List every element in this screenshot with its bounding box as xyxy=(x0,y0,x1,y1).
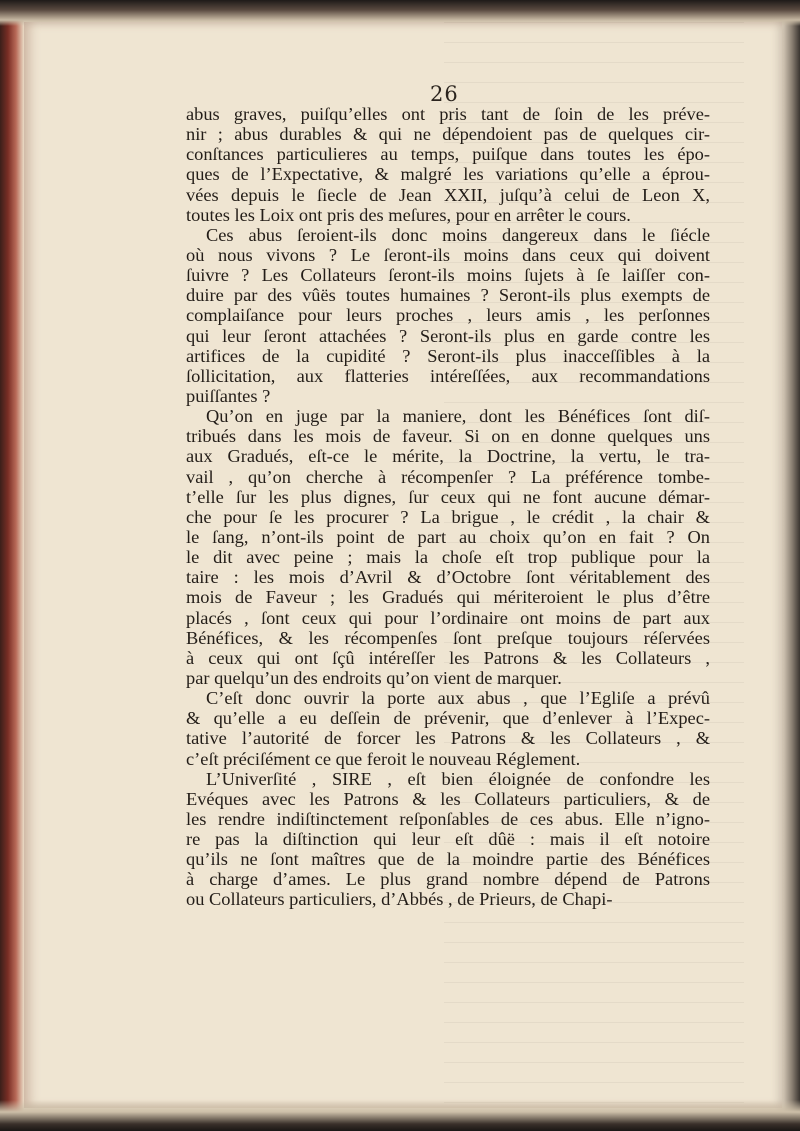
text-line: où nous vivons ? Le ſeront-ils moins dans ceux qui doivent xyxy=(186,244,710,265)
text-line: le ſang, n’ont-ils point de part au choix qu’on en fait ? On xyxy=(186,526,710,547)
text-line: aux Gradués, eſt-ce le mérite, la Doctrine, la vertu, le tra- xyxy=(186,446,710,467)
text-line: t’elle ſur les plus dignes, ſur ceux qui ne font aucune démar- xyxy=(186,486,710,507)
text-line: mois de Faveur ; les Gradués qui mériteroient le plus d’être xyxy=(186,587,710,608)
text-line: placés , ſont ceux qui pour l’ordinaire ont moins de part aux xyxy=(186,607,710,628)
text-line: tribués dans les mois de faveur. Si on en donne quelques uns xyxy=(186,426,710,447)
text-line: c’eſt préciſément ce que feroit le nouveau Réglement. xyxy=(186,748,581,769)
text-line: re pas la diſtinction qui leur eſt dûë : mais il eſt notoire xyxy=(186,829,710,850)
paragraph xyxy=(186,769,710,910)
text-line: duire par des vûës toutes humaines ? Seront-ils plus exempts de xyxy=(186,285,710,306)
text-line: conſtances particulieres au temps, puiſque dans toutes les épo- xyxy=(186,144,710,165)
paragraph xyxy=(186,406,710,688)
text-line: Bénéfices, & les récompenſes ſont preſque toujours réſervées xyxy=(186,627,710,648)
text-line: ſollicitation, aux flatteries intéreſſées, aux recommandations xyxy=(186,365,710,386)
text-line: ſuivre ? Les Collateurs ſeront-ils moins ſujets à ſe laiſſer con- xyxy=(186,265,710,286)
text-line: & qu’elle a eu deſſein de prévenir, que d’enlever à l’Expec- xyxy=(186,708,710,729)
text-line: qui leur ſeront attachées ? Seront-ils plus en garde contre les xyxy=(186,325,710,346)
paragraph xyxy=(186,104,710,225)
text-line: complaiſance pour leurs proches , leurs amis , les perſonnes xyxy=(186,305,710,326)
body-text xyxy=(186,104,710,910)
text-line: par quelqu’un des endroits qu’on vient de marquer. xyxy=(186,667,562,688)
text-line: ou Collateurs particuliers, d’Abbés , de Prieurs, de Chapi- xyxy=(186,889,613,910)
text-line: vées depuis le ſiecle de Jean XXII, juſqu’à celui de Leon X, xyxy=(186,184,710,205)
text-line: Qu’on en juge par la maniere, dont les Bénéfices ſont diſ- xyxy=(206,406,710,427)
paragraph xyxy=(186,225,710,406)
text-line: che pour ſe les procurer ? La brigue , le crédit , la chair & xyxy=(186,506,710,527)
text-line: le dit avec peine ; mais la choſe eſt trop publique pour la xyxy=(186,547,710,568)
text-line: abus graves, puiſqu’elles ont pris tant de ſoin de les préve- xyxy=(186,104,710,124)
text-line: vail , qu’on cherche à récompenſer ? La préférence tombe- xyxy=(186,466,710,487)
text-line: Ces abus ſeroient-ils donc moins dangereux dans le ſiécle xyxy=(206,224,710,245)
text-line: ques de l’Expectative, & malgré les variations qu’elle a éprou- xyxy=(186,164,710,185)
text-line: à ceux qui ont ſçû intéreſſer les Patrons & les Collateurs , xyxy=(186,647,710,668)
text-line: toutes les Loix ont pris des meſures, pour en arrêter le cours. xyxy=(186,204,631,225)
text-line: Evéques avec les Patrons & les Collateurs particuliers, & de xyxy=(186,788,710,809)
paragraph xyxy=(186,688,710,769)
text-line: taire : les mois d’Avril & d’Octobre ſont véritablement des xyxy=(186,567,710,588)
text-line: puiſſantes ? xyxy=(186,385,271,406)
text-line: tative l’autorité de forcer les Patrons & les Collateurs , & xyxy=(186,728,710,749)
text-line: les rendre indiſtinctement reſponſables de ces abus. Elle n’igno- xyxy=(186,808,710,829)
text-line: nir ; abus durables & qui ne dépendoient pas de quelques cir- xyxy=(186,124,710,145)
text-line: artifices de la cupidité ? Seront-ils plus inacceſſibles à la xyxy=(186,345,710,366)
page-bottom-edge xyxy=(0,1100,800,1131)
text-line: C’eſt donc ouvrir la porte aux abus , que l’Egliſe a prévû xyxy=(206,688,710,709)
page-number: 26 xyxy=(430,82,459,106)
text-line: L’Univerſité , SIRE , eſt bien éloignée de confondre les xyxy=(206,768,710,789)
text-line: à charge d’ames. Le plus grand nombre dépend de Patrons xyxy=(186,869,710,890)
text-line: qu’ils ne ſont maîtres que de la moindre partie des Bénéfices xyxy=(186,849,710,870)
